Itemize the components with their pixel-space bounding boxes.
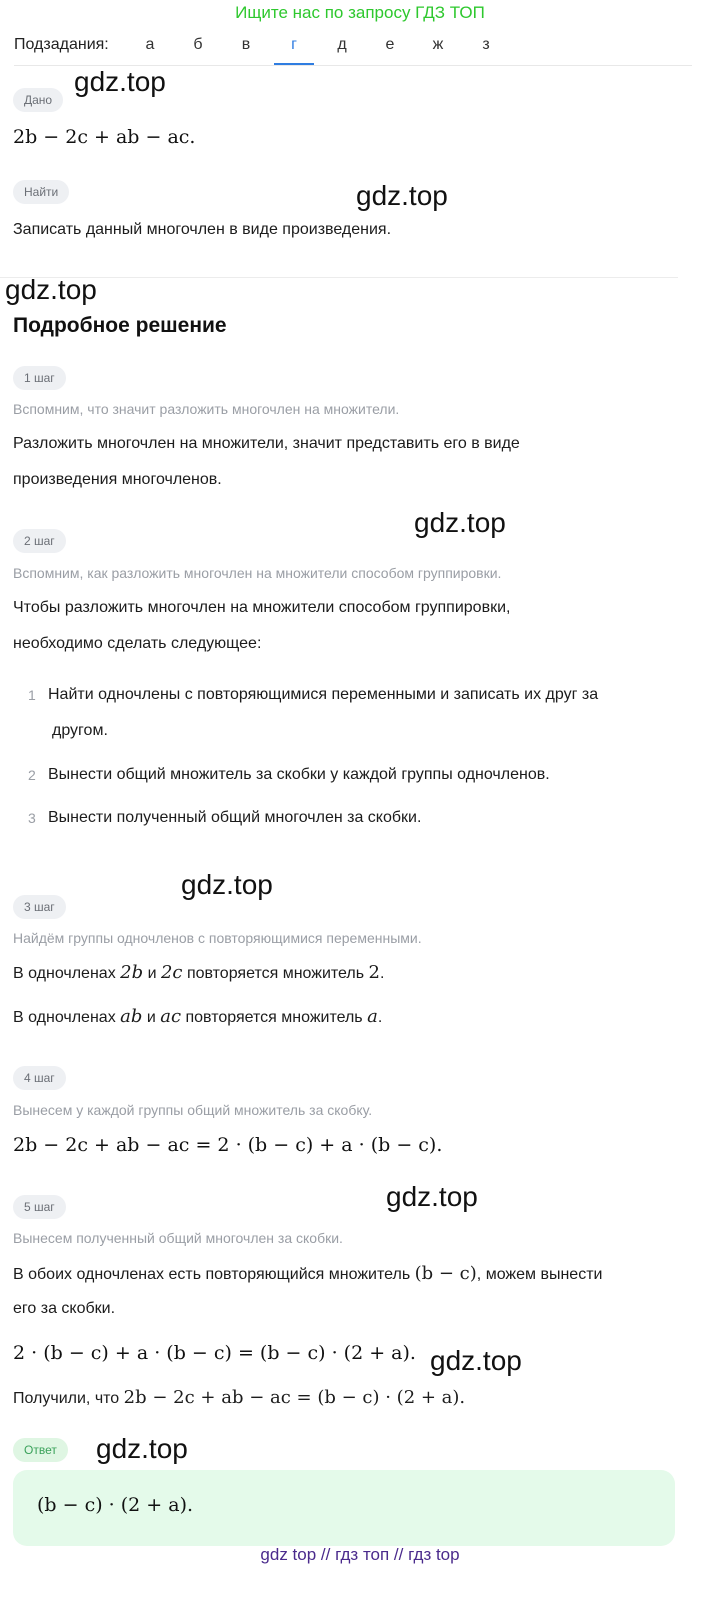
step-5-chip: 5 шаг <box>13 1195 66 1219</box>
step-1-hint: Вспомним, что значит разложить многочлен на множители. <box>13 401 400 417</box>
step-3-chip: 3 шаг <box>13 895 66 919</box>
step-1-chip: 1 шаг <box>13 366 66 390</box>
list-item-number: 3 <box>28 810 36 826</box>
answer-expression: (b − c) · (2 + a). <box>37 1494 194 1516</box>
solution-heading: Подробное решение <box>13 314 227 337</box>
subtasks-label: Подзадания: <box>14 36 109 53</box>
step-5-result: Получили, что 2b − 2c + ab − ac = (b − c) · (2 + a). <box>13 1387 466 1408</box>
list-item-text: Вынести общий множитель за скобки у каждой группы одночленов. <box>48 766 550 783</box>
subtasks-bar <box>14 30 692 66</box>
step-4-hint: Вынесем у каждой группы общий множитель за скобку. <box>13 1102 373 1118</box>
step-5-line-2: его за скобки. <box>13 1300 116 1317</box>
watermark: gdz.top <box>74 66 166 97</box>
tab-b[interactable]: б <box>193 36 203 53</box>
find-chip: Найти <box>13 180 69 204</box>
step-3-line-1: В одночленах 2b и 2c повторяется множитель 2. <box>13 962 385 983</box>
search-banner: Ищите нас по запросу ГДЗ ТОП <box>235 3 485 22</box>
step-5-hint: Вынесем полученный общий многочлен за скобки. <box>13 1230 343 1246</box>
step-4-expression: 2b − 2c + ab − ac = 2 · (b − c) + a · (b − c). <box>13 1134 443 1156</box>
step-4-chip: 4 шаг <box>13 1066 66 1090</box>
answer-chip: Ответ <box>13 1438 68 1462</box>
step-5-line-1: В обоих одночленах есть повторяющийся множитель (b − c), можем вынести <box>13 1263 603 1284</box>
watermark: gdz.top <box>181 869 273 900</box>
watermark: gdz.top <box>430 1345 522 1376</box>
answer-box <box>13 1470 675 1546</box>
given-expression: 2b − 2c + ab − ac. <box>13 126 196 148</box>
list-item-text: другом. <box>52 722 108 739</box>
watermark: gdz.top <box>5 274 97 305</box>
watermark: gdz.top <box>386 1181 478 1212</box>
list-item <box>28 757 688 793</box>
step-1-line-2: произведения многочленов. <box>13 471 222 488</box>
section-divider <box>0 277 678 278</box>
step-1-line-1: Разложить многочлен на множители, значит представить его в виде <box>13 435 520 452</box>
step-3-hint: Найдём группы одночленов с повторяющимися переменными. <box>13 930 422 946</box>
list-item <box>28 677 688 749</box>
tab-zh[interactable]: ж <box>432 36 444 53</box>
list-item-text: Найти одночлены с повторяющимися переменными и записать их друг за <box>48 686 599 703</box>
watermark: gdz.top <box>96 1433 188 1464</box>
list-item-text: Вынести полученный общий многочлен за скобки. <box>48 809 422 826</box>
step-5-expression: 2 · (b − c) + a · (b − c) = (b − c) · (2 + a). <box>13 1342 416 1364</box>
footer-watermark: gdz top // гдз топ // гдз top <box>260 1545 460 1564</box>
find-text: Записать данный многочлен в виде произведения. <box>13 221 392 238</box>
list-item <box>28 800 688 836</box>
step-3-line-2: В одночленах ab и ac повторяется множитель a. <box>13 1006 383 1027</box>
step-2-line-1: Чтобы разложить многочлен на множители способом группировки, <box>13 599 511 616</box>
list-item-number: 2 <box>28 767 36 783</box>
tab-z[interactable]: з <box>482 36 490 53</box>
step-2-line-2: необходимо сделать следующее: <box>13 635 262 652</box>
watermark: gdz.top <box>414 507 506 538</box>
tab-d[interactable]: д <box>337 36 347 53</box>
tab-a[interactable]: а <box>145 36 155 53</box>
watermark: gdz.top <box>356 180 448 211</box>
step-2-hint: Вспомним, как разложить многочлен на множители способом группировки. <box>13 565 502 581</box>
list-item-number: 1 <box>28 687 36 703</box>
given-chip: Дано <box>13 88 63 112</box>
step-2-chip: 2 шаг <box>13 529 66 553</box>
tab-e[interactable]: е <box>385 36 395 53</box>
tab-g[interactable]: г <box>274 30 314 65</box>
tab-v[interactable]: в <box>241 36 251 53</box>
